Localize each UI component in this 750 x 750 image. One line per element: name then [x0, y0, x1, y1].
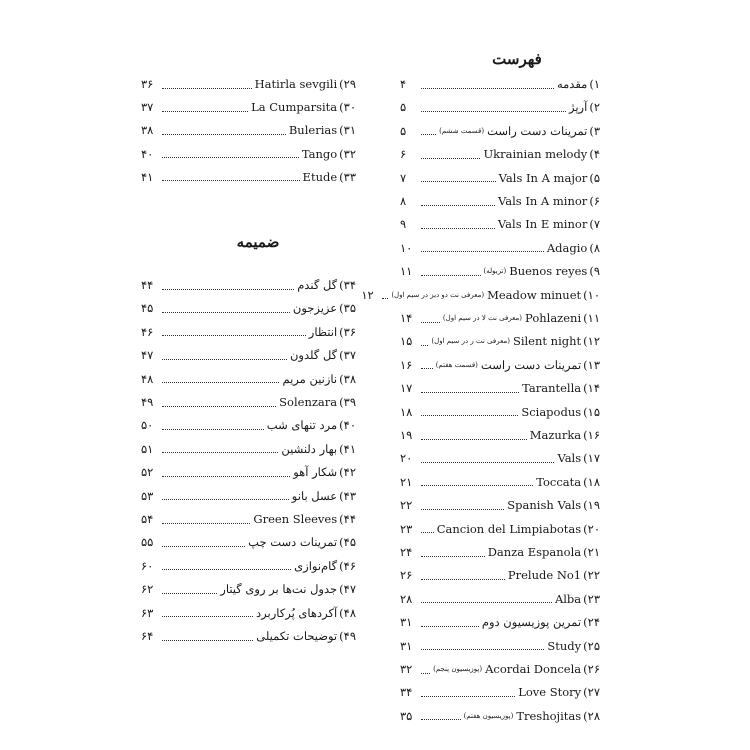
entry-number: ۲۰) — [583, 521, 600, 536]
entry-number: ۳۴) — [339, 278, 356, 292]
entry-page-number: ۵ — [400, 100, 407, 115]
entry-page-number: ۳۵ — [400, 708, 413, 723]
entry-title: تمرینات دست راست — [480, 357, 582, 372]
entry-page-number: ۶۳ — [141, 605, 154, 620]
entry-page-number: ۲۶ — [400, 568, 413, 583]
entry-number: ۲) — [589, 100, 600, 115]
entry-number: ۳۰) — [339, 100, 356, 115]
dot-leader — [421, 556, 485, 557]
entry-page-number: ۳۱ — [400, 638, 413, 653]
entry-page-number: ۱۰ — [400, 240, 413, 255]
appendix-heading: ضمیمه — [236, 233, 280, 251]
entry-title: Hatirla sevgili — [254, 77, 338, 91]
entry-number: ۱۴) — [583, 381, 600, 396]
entry-number: ۱) — [589, 77, 600, 91]
entry-title: Vals In E minor — [497, 217, 588, 232]
entry-title: Mazurka — [529, 428, 582, 442]
entry-title: Sciapodus — [521, 404, 582, 419]
entry-title: جدول نت‌ها بر روی گیتار — [220, 582, 338, 597]
entry-title: Solenzara — [279, 395, 338, 409]
entry-title: شکار آهو — [293, 465, 338, 480]
entry-number: ۴۴) — [339, 512, 356, 526]
dot-leader — [421, 88, 554, 89]
toc-entry — [141, 415, 356, 435]
entry-title: تمرینات دست چپ — [248, 535, 338, 550]
toc-entry — [400, 612, 600, 632]
entry-number: ۳۹) — [339, 395, 356, 409]
toc-entry — [400, 355, 600, 375]
toc-entry — [400, 74, 600, 94]
toc-entry — [400, 659, 600, 679]
entry-number: ۴۵) — [339, 535, 356, 550]
entry-page-number: ۴ — [400, 77, 407, 91]
dot-leader — [421, 462, 554, 463]
entry-title: Toccata — [536, 474, 582, 489]
dot-leader — [382, 298, 388, 299]
entry-title: Alba — [554, 591, 582, 606]
entry-number: ۴۳) — [339, 488, 356, 503]
dot-leader — [162, 452, 278, 453]
entry-title: Vals In A minor — [497, 194, 588, 208]
entry-title: Silent night — [512, 334, 582, 349]
entry-title: عسل بانو — [291, 488, 338, 503]
entry-note: (قسمت هفتم) — [435, 360, 478, 369]
entry-title: عزیزجون — [292, 301, 338, 316]
toc-entry — [400, 519, 600, 539]
toc-entry — [141, 532, 356, 552]
entry-title: Love Story — [518, 685, 582, 700]
entry-page-number: ۴۷ — [141, 348, 154, 363]
entry-title: Danza Espanola — [487, 545, 582, 559]
dot-leader — [421, 602, 552, 603]
entry-title: نازنین مریم — [282, 371, 338, 386]
entry-page-number: ۸ — [400, 194, 407, 208]
dot-leader — [162, 359, 287, 360]
entry-number: ۲۴) — [583, 615, 600, 630]
dot-leader — [421, 532, 434, 533]
entry-page-number: ۱۴ — [400, 311, 413, 325]
dot-leader — [162, 523, 250, 524]
toc-entry — [141, 462, 356, 482]
toc-entry — [400, 121, 600, 141]
entry-page-number: ۱۵ — [400, 334, 413, 349]
dot-leader — [162, 289, 294, 290]
entry-number: ۱۸) — [583, 474, 600, 489]
entry-number: ۹) — [589, 264, 600, 279]
toc-entry — [400, 238, 600, 258]
toc-entry — [141, 603, 356, 623]
entry-title: Tarantella — [522, 381, 582, 396]
dot-leader — [162, 335, 306, 336]
dot-leader — [162, 616, 253, 617]
entry-title: Spanish Vals — [507, 498, 582, 513]
dot-leader — [421, 228, 495, 229]
entry-page-number: ۴۱ — [141, 169, 154, 184]
entry-number: ۱۹) — [583, 498, 600, 513]
dot-leader — [421, 275, 481, 276]
toc-entry — [400, 542, 600, 562]
entry-page-number: ۱۱ — [400, 264, 413, 279]
entry-note: (قسمت ششم) — [439, 126, 485, 135]
entry-number: ۲۶) — [583, 662, 600, 676]
entry-title: Cancion del Limpiabotas — [436, 521, 582, 536]
dot-leader — [421, 485, 533, 486]
toc-entry — [400, 448, 600, 468]
toc-entry — [400, 636, 600, 656]
dot-leader — [421, 509, 504, 510]
entry-title: بهار دلنشین — [281, 441, 338, 456]
toc-entry — [400, 214, 600, 234]
entry-page-number: ۳۶ — [141, 77, 154, 91]
dot-leader — [421, 673, 430, 674]
entry-number: ۴۱) — [339, 441, 356, 456]
entry-page-number: ۲۳ — [400, 521, 413, 536]
toc-entry — [141, 298, 356, 318]
entry-number: ۳) — [589, 123, 600, 138]
entry-number: ۴۷) — [339, 582, 356, 597]
entry-title: Study — [547, 638, 582, 653]
toc-entry — [400, 402, 600, 422]
toc-entry — [141, 275, 356, 295]
entry-page-number: ۵۵ — [141, 535, 154, 550]
entry-title: La Cumparsita — [251, 100, 338, 115]
entry-page-number: ۲۴ — [400, 545, 413, 559]
entry-number: ۳۶) — [339, 324, 356, 339]
entry-number: ۲۲) — [583, 568, 600, 583]
entry-title: تمرینات دست راست — [487, 123, 588, 138]
toc-entry — [141, 486, 356, 506]
toc-entry — [141, 579, 356, 599]
entry-title: Meadow minuet — [487, 287, 582, 302]
entry-page-number: ۱۹ — [400, 428, 413, 442]
toc-entry — [400, 682, 600, 702]
dot-leader — [421, 392, 519, 393]
entry-title: Vals — [557, 451, 582, 466]
entry-number: ۲۸) — [583, 708, 600, 723]
entry-number: ۱۱) — [583, 311, 600, 325]
entry-number: ۲۷) — [583, 685, 600, 700]
entry-page-number: ۴۰ — [141, 146, 154, 161]
entry-number: ۲۹) — [339, 77, 356, 91]
toc-entry — [400, 706, 600, 726]
entry-number: ۱۶) — [583, 428, 600, 442]
dot-leader — [421, 134, 436, 135]
dot-leader — [421, 439, 527, 440]
entry-page-number: ۳۱ — [400, 615, 413, 630]
entry-number: ۳۳) — [339, 169, 356, 184]
entry-page-number: ۱۷ — [400, 381, 413, 396]
entry-page-number: ۶۴ — [141, 629, 154, 643]
entry-title: Prelude No1 — [507, 568, 582, 583]
dot-leader — [162, 593, 217, 594]
entry-page-number: ۵۱ — [141, 441, 154, 456]
entry-note: (معرفی نت دو دیز در سیم اول) — [391, 290, 485, 299]
entry-title: Acordai Doncela — [485, 662, 582, 676]
entry-note: (معرفی نت ر در سیم اول) — [431, 337, 510, 346]
entry-page-number: ۴۸ — [141, 371, 154, 386]
entry-page-number: ۳۴ — [400, 685, 413, 700]
dot-leader — [162, 640, 253, 641]
entry-page-number: ۹ — [400, 217, 407, 232]
entry-title: توضیحات تکمیلی — [256, 629, 338, 643]
toc-entry — [400, 308, 600, 328]
entry-title: Ukrainian melody — [483, 147, 588, 162]
entry-number: ۶) — [589, 194, 600, 208]
dot-leader — [162, 499, 289, 500]
entry-title: Etude — [302, 169, 338, 184]
entry-number: ۴۹) — [339, 629, 356, 643]
entry-title: Treshojitas — [516, 708, 582, 723]
toc-entry — [400, 378, 600, 398]
dot-leader — [162, 429, 264, 430]
toc-entry — [141, 345, 356, 365]
entry-note: (معرفی نت لا در سیم اول) — [442, 314, 523, 322]
entry-number: ۱۲) — [583, 334, 600, 349]
entry-number: ۲۱) — [583, 545, 600, 559]
dot-leader — [421, 251, 544, 252]
entry-number: ۴۲) — [339, 465, 356, 480]
entry-number: ۳۸) — [339, 371, 356, 386]
entry-number: ۲۳) — [583, 591, 600, 606]
toc-entry — [141, 626, 356, 646]
entry-page-number: ۴۶ — [141, 324, 154, 339]
toc-entry — [400, 425, 600, 445]
entry-page-number: ۳۸ — [141, 123, 154, 138]
dot-leader — [162, 312, 290, 313]
entry-number: ۱۳) — [583, 357, 600, 372]
entry-title: گل گندم — [297, 278, 338, 292]
dot-leader — [162, 476, 290, 477]
toc-right-column — [361, 0, 600, 750]
toc-entry — [400, 168, 600, 188]
toc-entry — [141, 509, 356, 529]
entry-title: Adagio — [546, 240, 588, 255]
entry-page-number: ۶۲ — [141, 582, 154, 597]
dot-leader — [421, 345, 428, 346]
entry-page-number: ۲۲ — [400, 498, 413, 513]
entry-page-number: ۲۰ — [400, 451, 413, 466]
toc-entry — [141, 556, 356, 576]
entry-page-number: ۵۰ — [141, 418, 154, 433]
entry-page-number: ۵۲ — [141, 465, 154, 480]
toc-entry — [141, 439, 356, 459]
toc-heading: فهرست — [492, 50, 542, 68]
dot-leader — [421, 111, 566, 112]
toc-entry — [400, 565, 600, 585]
dot-leader — [421, 719, 461, 720]
entry-page-number: ۶۰ — [141, 558, 154, 573]
entry-title: گام‌نوازی — [294, 558, 338, 573]
entry-number: ۱۵) — [583, 404, 600, 419]
dot-leader — [421, 322, 440, 323]
entry-number: ۳۲) — [339, 146, 356, 161]
entry-note: (تریوله) — [483, 267, 507, 276]
dot-leader — [421, 696, 515, 697]
entry-page-number: ۲۱ — [400, 474, 413, 489]
toc-entry — [400, 331, 600, 351]
entry-page-number: ۷ — [400, 170, 407, 185]
entry-number: ۴) — [589, 147, 600, 162]
toc-entry — [361, 285, 600, 305]
entry-number: ۴۸) — [339, 605, 356, 620]
toc-entry — [141, 392, 356, 412]
entry-title: آکردهای پُرکاربرد — [256, 605, 338, 620]
entry-page-number: ۵ — [400, 123, 407, 138]
toc-entry — [400, 472, 600, 492]
dot-leader — [421, 649, 544, 650]
toc-entry — [400, 589, 600, 609]
toc-entry — [141, 322, 356, 342]
entry-title: آرپژ — [569, 100, 588, 115]
entry-page-number: ۱۲ — [361, 287, 374, 302]
entry-page-number: ۴۵ — [141, 301, 154, 316]
entry-title: مقدمه — [556, 77, 588, 91]
entry-number: ۴۰) — [339, 418, 356, 433]
entry-page-number: ۶ — [400, 147, 407, 162]
dot-leader — [162, 569, 291, 570]
entry-page-number: ۳۲ — [400, 662, 413, 676]
toc-entry — [400, 191, 600, 211]
toc-entry — [400, 144, 600, 164]
entry-number: ۳۵) — [339, 301, 356, 316]
dot-leader — [162, 382, 279, 383]
entry-page-number: ۱۶ — [400, 357, 413, 372]
entry-number: ۸) — [589, 240, 600, 255]
entry-title: Tango — [301, 146, 338, 161]
entry-title: Pohlazeni — [525, 311, 582, 325]
entry-title: مرد تنهای شب — [266, 418, 338, 433]
entry-number: ۴۶) — [339, 558, 356, 573]
toc-entry — [400, 97, 600, 117]
entry-number: ۱۰) — [583, 287, 600, 302]
entry-title: Bulerias — [288, 123, 338, 138]
toc-entry — [400, 495, 600, 515]
dot-leader — [421, 626, 479, 627]
entry-page-number: ۴۴ — [141, 278, 154, 292]
entry-title: تمرین پوزیسیون دوم — [481, 615, 582, 630]
entry-number: ۷) — [589, 217, 600, 232]
dot-leader — [162, 546, 245, 547]
entry-note: (پوزیسیون هفتم) — [463, 711, 514, 720]
dot-leader — [421, 205, 495, 206]
entry-page-number: ۳۷ — [141, 100, 154, 115]
entry-page-number: ۴۹ — [141, 395, 154, 409]
entry-page-number: ۱۸ — [400, 404, 413, 419]
entry-number: ۳۷) — [339, 348, 356, 363]
dot-leader — [421, 579, 505, 580]
appendix-column — [141, 0, 356, 750]
dot-leader — [421, 158, 480, 159]
entry-number: ۲۵) — [583, 638, 600, 653]
toc-entry — [141, 369, 356, 389]
dot-leader — [162, 406, 276, 407]
toc-entry — [400, 261, 600, 281]
entry-note: (پوزیسیون پنجم) — [433, 665, 483, 673]
entry-number: ۱۷) — [583, 451, 600, 466]
entry-title: Buenos reyes — [509, 264, 588, 279]
dot-leader — [421, 415, 518, 416]
entry-page-number: ۵۴ — [141, 512, 154, 526]
entry-page-number: ۲۸ — [400, 591, 413, 606]
entry-title: انتظار — [308, 324, 338, 339]
entry-title: Vals In A major — [498, 170, 588, 185]
entry-title: گل گلدون — [289, 348, 338, 363]
entry-title: Green Sleeves — [253, 512, 338, 526]
entry-number: ۵) — [589, 170, 600, 185]
entry-number: ۳۱) — [339, 123, 356, 138]
dot-leader — [421, 368, 433, 369]
entry-page-number: ۵۳ — [141, 488, 154, 503]
dot-leader — [421, 181, 496, 182]
